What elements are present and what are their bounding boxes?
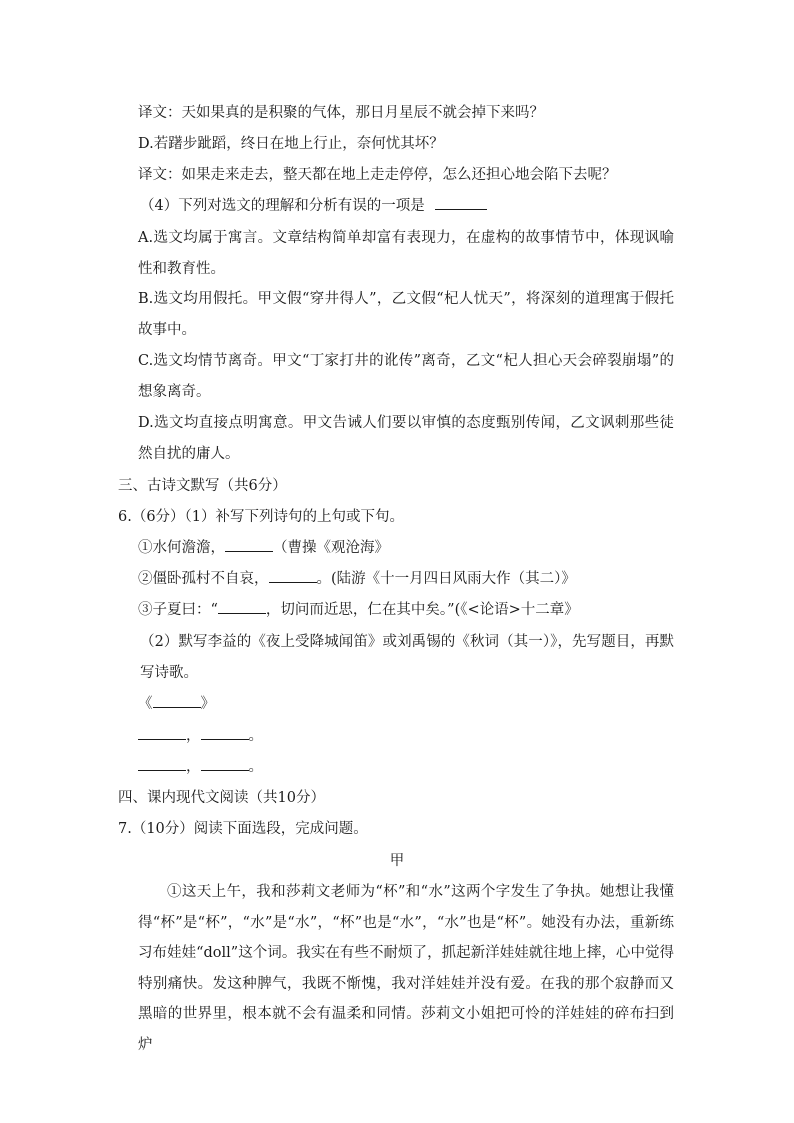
title-close-bracket: 》: [200, 696, 215, 712]
q6-item-3: [138, 600, 579, 620]
answer-blank[interactable]: [435, 196, 487, 210]
q6-item-2-suffix: 。(陆游《十一月四日风雨大作（其二）》: [316, 571, 576, 587]
title-open-bracket: 《: [138, 696, 153, 712]
passage-label: 甲: [389, 853, 405, 869]
poem-title-blank[interactable]: [153, 694, 201, 708]
poem-comma: ，: [186, 759, 201, 775]
q5-option-d: D.若躇步跐蹈，终日在地上行止，奈何忧其坏？: [138, 136, 444, 152]
q5-translation-d: 译文：如果走来走去，整天都在地上走走停停，怎么还担心地会陷下去呢？: [138, 167, 617, 183]
answer-blank[interactable]: [201, 726, 249, 740]
answer-blank[interactable]: [138, 757, 186, 771]
poem-comma: ，: [186, 728, 201, 744]
poem-title-line: [138, 694, 215, 714]
q5-sub4-question: [140, 196, 487, 216]
q6-sub2: （2）默写李益的《夜上受降城闻笛》或刘禹锡的《秋词（其一）》，先写题目，再默写诗歌。: [140, 634, 674, 681]
section-3-title: 三、古诗文默写（共6分）: [118, 478, 287, 494]
q6-item-1: [138, 538, 389, 558]
answer-blank[interactable]: [225, 538, 273, 552]
q6-stem: 6.（6分）（1）补写下列诗句的上句或下句。: [118, 509, 405, 525]
q6-item-3-prefix: ③子夏曰：“: [138, 602, 218, 618]
q5-sub4-stem: （4）下列对选文的理解和分析有误的一项是: [140, 198, 425, 214]
poem-period: 。: [248, 728, 263, 744]
q6-item-3-suffix: ，切问而近思，仁在其中矣。”(《<论语>十二章》: [265, 602, 579, 618]
q6-item-1-prefix: ①水何澹澹，: [138, 540, 225, 556]
q5-option-b: B.选文均用假托。甲文假“穿井得人”，乙文假“杞人忧天”，将深刻的道理寓于假托故事中。: [138, 291, 674, 338]
q7-stem: 7.（10分）阅读下面选段，完成问题。: [118, 821, 368, 837]
q5-option-c: C.选文均情节离奇。甲文“丁家打井的讹传”离奇，乙文“杞人担心天会碎裂崩塌”的想象离奇。: [138, 353, 674, 400]
poem-period: 。: [248, 759, 263, 775]
answer-blank[interactable]: [269, 569, 317, 583]
section-4-title: 四、课内现代文阅读（共10分）: [118, 790, 325, 806]
answer-blank[interactable]: [138, 726, 186, 740]
q7-passage: ①这天上午，我和莎莉文老师为“杯”和“水”这两个字发生了争执。她想让我懂得“杯”是“杯”，“水”是“水”，“杯”也是“水”，“水”也是“杯”。她没有办法，重新练习布娃娃“doll”这个词。我实在有些不耐烦了，抓起新洋娃娃就往地上摔，心中觉得特别痛快。发这种脾气，我既不惭愧，我对洋娃娃并没有爱。在我的那个寂静而又黑暗的世界里，根本就不会有温柔和同情。莎莉文小姐把可怜的洋娃娃的碎布扫到炉: [138, 884, 674, 1053]
answer-blank[interactable]: [201, 757, 249, 771]
q6-item-2: [138, 569, 576, 589]
q6-item-1-suffix: （曹操《观沧海》: [273, 540, 389, 556]
q5-option-a: A.选文均属于寓言。文章结构简单却富有表现力，在虚构的故事情节中，体现讽喻性和教育性。: [138, 230, 674, 277]
q5-option-d2: D.选文均直接点明寓意。甲文告诫人们要以审慎的态度甄别传闻，乙文讽刺那些徒然自扰的庸人。: [138, 415, 674, 462]
poem-line-2: [138, 757, 263, 777]
poem-line-1: [138, 726, 263, 746]
q5-translation-c: 译文：天如果真的是积聚的气体，那日月星辰不就会掉下来吗？: [138, 105, 544, 121]
answer-blank[interactable]: [218, 600, 266, 614]
q6-item-2-prefix: ②僵卧孤村不自哀，: [138, 571, 269, 587]
